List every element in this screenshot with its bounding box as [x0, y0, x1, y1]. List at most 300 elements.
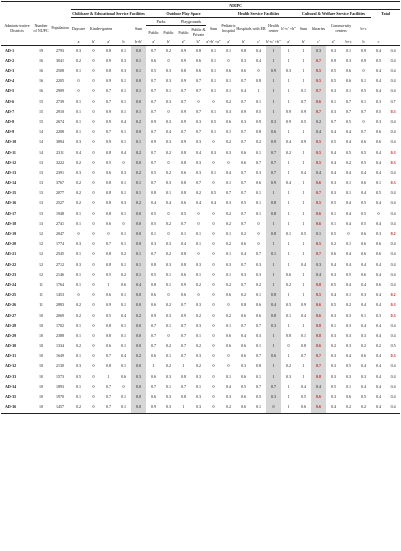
value-cell: 0.1 — [76, 118, 81, 124]
value-cell: 0.1 — [121, 363, 126, 369]
district-cell: AD-1 — [5, 47, 15, 53]
value-cell: 0.6 — [241, 159, 246, 165]
value-cell: 0.2 — [221, 403, 236, 414]
population-cell: 1573 — [56, 373, 64, 379]
value-cell: 0.7 — [361, 129, 366, 135]
district-cell: AD-2 — [5, 57, 15, 63]
value-cell: 1 — [302, 47, 305, 53]
col-hospitals-er: Hospitals with ER — [236, 25, 266, 31]
value-cell: 0.4 — [390, 241, 396, 247]
value-cell: 0.7 — [241, 169, 246, 175]
value-cell: 0.1 — [76, 332, 81, 338]
value-cell: 0.7 — [241, 78, 246, 84]
value-cell: 0.4 — [301, 261, 306, 267]
value-cell: 0.1 — [121, 231, 126, 237]
letter-cell: b" — [196, 39, 201, 44]
nupc-cell: 15 — [39, 118, 43, 124]
value-cell: 0.6 — [266, 352, 281, 362]
value-cell: 0.0 — [131, 403, 146, 414]
value-cell: 1 — [287, 210, 290, 216]
value-cell: 0.3 — [131, 372, 146, 382]
population-cell: 2712 — [56, 261, 64, 267]
value-cell: 0.2 — [76, 302, 81, 308]
value-cell: 0 — [122, 383, 125, 389]
value-cell: 0.4 — [390, 57, 396, 63]
value-cell: 0.7 — [151, 332, 156, 338]
value-cell: 1 — [302, 220, 305, 226]
value-cell: 0.8 — [196, 47, 201, 53]
value-cell: 0.8 — [181, 394, 186, 400]
group-outdoor: Outdoor Play Space — [146, 10, 221, 18]
value-cell: 0 — [92, 169, 95, 175]
population-cell: 2909 — [56, 88, 64, 94]
value-cell: 0.2 — [76, 180, 81, 186]
value-cell: 0 — [92, 47, 95, 53]
population-cell: 1453 — [56, 292, 64, 298]
value-cell: 0.3 — [266, 321, 281, 331]
value-cell: 1 — [302, 149, 305, 155]
value-cell: 0.6 — [151, 57, 156, 63]
nupc-cell: 12 — [39, 271, 43, 277]
value-cell: 0 — [92, 281, 95, 287]
value-cell: 0.8 — [106, 190, 111, 196]
value-cell: 0.4 — [121, 118, 126, 124]
value-cell: 0.1 — [251, 403, 266, 414]
value-cell: 0.4 — [301, 169, 306, 175]
value-cell: 0.4 — [196, 149, 201, 155]
value-cell: 0.9 — [256, 118, 261, 124]
value-cell: 0.8 — [311, 321, 326, 331]
population-cell: 1457 — [49, 403, 71, 414]
table-row — [1, 270, 400, 280]
value-cell: 0.4 — [390, 88, 396, 94]
value-cell: 0.9 — [181, 78, 186, 84]
value-cell: 0.1 — [131, 66, 146, 76]
value-cell: 0.7 — [151, 159, 156, 165]
value-cell: 0.5 — [361, 220, 366, 226]
value-cell: 0.7 — [181, 88, 186, 94]
value-cell: 0.4 — [390, 220, 396, 226]
value-cell: 0.2 — [361, 343, 366, 349]
value-cell: 0.6 — [266, 128, 281, 138]
value-cell: 0.7 — [311, 189, 326, 199]
district-cell: AD-5 — [5, 88, 15, 94]
col-nupc: Number of NUPC — [33, 22, 49, 33]
value-cell: 0.4 — [361, 261, 366, 267]
letter-cell: c' — [257, 39, 260, 44]
value-cell: 0.6 — [241, 353, 246, 359]
value-cell: 0.2 — [76, 312, 81, 318]
value-cell: 1 — [302, 78, 305, 84]
value-cell: 0.5 — [151, 169, 156, 175]
value-cell: 0.3 — [331, 271, 336, 277]
col-sum-b: Sum — [209, 25, 218, 31]
value-cell: 0 — [257, 68, 260, 74]
value-cell: 0.3 — [266, 117, 281, 127]
district-cell: AD-7 — [5, 108, 15, 114]
value-cell: 0.6 — [241, 68, 246, 74]
value-cell: 0.0 — [131, 97, 146, 107]
value-cell: 0.9 — [361, 47, 366, 53]
value-cell: 0.0 — [131, 46, 146, 57]
value-cell: 0.7 — [256, 353, 261, 359]
value-cell: 0 — [167, 332, 170, 338]
population-cell: 2741 — [56, 220, 64, 226]
value-cell: 0.9 — [286, 118, 291, 124]
value-cell: 0 — [212, 394, 215, 400]
letter-row — [1, 38, 400, 46]
value-cell: 0.4 — [311, 382, 326, 392]
table-body — [1, 46, 400, 414]
value-cell: 0.2 — [76, 159, 81, 165]
value-cell: 0.4 — [331, 129, 336, 135]
value-cell: 0 — [92, 118, 95, 124]
value-cell: 0.5 — [311, 199, 326, 209]
value-cell: 0.2 — [226, 210, 231, 216]
value-cell: 0.4 — [286, 180, 291, 186]
value-cell: 0.4 — [331, 292, 336, 298]
value-cell: 0.3 — [331, 108, 336, 114]
value-cell: 0.3 — [241, 271, 246, 277]
value-cell: 0.1 — [211, 108, 216, 114]
value-cell: 0.7 — [181, 343, 186, 349]
value-cell: 0.7 — [181, 98, 186, 104]
value-cell: 0.1 — [226, 271, 231, 277]
value-cell: 0.1 — [226, 78, 231, 84]
value-cell: 0.9 — [146, 403, 161, 414]
population-cell: 2311 — [56, 149, 64, 155]
district-cell: AD-6 — [5, 98, 15, 104]
value-cell: 0.1 — [286, 312, 291, 318]
value-cell: 0 — [362, 118, 365, 124]
nupc-cell: 12 — [39, 231, 43, 237]
value-cell: 0.3 — [331, 332, 336, 338]
district-cell: AD-28 — [5, 322, 17, 328]
value-cell: 1 — [287, 292, 290, 298]
value-cell: 0 — [92, 261, 95, 267]
district-cell: AD-29 — [5, 332, 17, 338]
value-cell: 0.1 — [166, 88, 171, 94]
value-cell: 0.6 — [361, 271, 366, 277]
value-cell: 0.3 — [196, 373, 201, 379]
value-cell: 1 — [287, 169, 290, 175]
value-cell: 0.5 — [286, 302, 291, 308]
table-row — [1, 148, 400, 158]
value-cell: 0.8 — [151, 261, 156, 267]
value-cell: 1 — [266, 280, 281, 290]
nupc-cell: 10 — [39, 312, 43, 318]
value-cell: 1 — [302, 159, 305, 165]
value-cell: 0.1 — [331, 322, 336, 328]
nupc-cell: 13 — [39, 180, 43, 186]
value-cell: 0.1 — [131, 260, 146, 270]
col-district: Adminis-trative Districts — [4, 22, 30, 33]
value-cell: 0 — [197, 251, 200, 257]
value-cell: 0.3 — [331, 394, 336, 400]
value-cell: 0 — [92, 231, 95, 237]
col-public-b: Public — [163, 29, 174, 35]
value-cell: 0.6 — [121, 373, 126, 379]
value-cell: 1 — [302, 180, 305, 186]
value-cell: 1 — [266, 56, 281, 66]
value-cell: 0.5 — [311, 158, 326, 168]
value-cell: 1 — [302, 363, 305, 369]
value-cell: 1 — [266, 362, 281, 372]
value-cell: 0.9 — [106, 78, 111, 84]
value-cell: 0.4 — [390, 261, 396, 267]
value-cell: 0.3 — [266, 392, 281, 402]
value-cell: 0.1 — [121, 98, 126, 104]
value-cell: 0.7 — [266, 158, 281, 168]
value-cell: 0.8 — [181, 180, 186, 186]
value-cell: 0.4 — [376, 261, 381, 267]
value-cell: 0.7 — [241, 129, 246, 135]
value-cell: 0.2 — [196, 281, 201, 287]
value-cell: 0.1 — [131, 87, 146, 97]
value-cell: 0.7 — [181, 353, 186, 359]
value-cell: 0.1 — [131, 56, 146, 66]
value-cell: 0.4 — [311, 270, 326, 280]
value-cell: 0 — [92, 353, 95, 359]
value-cell: 0.1 — [346, 292, 351, 298]
nupc-cell: 14 — [39, 129, 43, 135]
value-cell: 1 — [287, 200, 290, 206]
value-cell: 0.5 — [151, 68, 156, 74]
value-cell: 0 — [167, 210, 170, 216]
value-cell: 0 — [197, 210, 200, 216]
value-cell: 0.9 — [106, 108, 111, 114]
value-cell: 0.1 — [131, 107, 146, 117]
value-cell: 0 — [197, 98, 200, 104]
value-cell: 0.6 — [196, 57, 201, 63]
value-cell: 1 — [266, 372, 281, 382]
value-cell: 0.1 — [211, 68, 216, 74]
value-cell: 0.2 — [390, 231, 396, 237]
value-cell: 0.7 — [241, 190, 246, 196]
value-cell: 0.3 — [331, 373, 336, 379]
value-cell: 0.6 — [151, 394, 156, 400]
value-cell: 1 — [287, 57, 290, 63]
value-cell: 0.3 — [76, 169, 81, 175]
value-cell: 0.5 — [361, 210, 366, 216]
value-cell: 0.3 — [166, 373, 171, 379]
value-cell: 0.1 — [121, 332, 126, 338]
value-cell: 0.6 — [361, 353, 366, 359]
value-cell: 0.4 — [151, 200, 156, 206]
letter-cell: a — [77, 39, 80, 44]
value-cell: 0.4 — [390, 373, 396, 379]
value-cell: 0.3 — [241, 57, 246, 63]
col-playgrounds: Playgrounds — [176, 18, 206, 26]
value-cell: 0 — [77, 292, 80, 298]
value-cell: 0.8 — [106, 363, 111, 369]
value-cell: 0.7 — [346, 108, 351, 114]
district-cell: AD-13 — [5, 169, 17, 175]
value-cell: 0.2 — [286, 281, 291, 287]
value-cell: 1 — [302, 210, 305, 216]
value-cell: 0.9 — [151, 312, 156, 318]
value-cell: 1 — [302, 271, 305, 277]
value-cell: 0.6 — [361, 180, 366, 186]
value-cell: 0.3 — [196, 261, 201, 267]
district-cell: AD-32 — [5, 363, 17, 369]
value-cell: 1 — [266, 87, 281, 97]
value-cell: 0.4 — [371, 403, 386, 414]
value-cell: 0.3 — [76, 363, 81, 369]
value-cell: 0.3 — [196, 353, 201, 359]
value-cell: 0.3 — [346, 312, 351, 318]
value-cell: 0.7 — [241, 261, 246, 267]
value-cell: 0.2 — [226, 139, 231, 145]
value-cell: 0 — [212, 159, 215, 165]
value-cell: 0.1 — [196, 271, 201, 277]
value-cell: 0.3 — [346, 57, 351, 63]
value-cell: 1 — [266, 189, 281, 199]
value-cell: 0 — [212, 220, 215, 226]
value-cell: 0 — [167, 57, 170, 63]
value-cell: 0 — [206, 403, 221, 414]
value-cell: 0.1 — [121, 129, 126, 135]
value-cell: 0.1 — [196, 332, 201, 338]
value-cell: 0 — [107, 231, 110, 237]
value-cell: 0.7 — [256, 322, 261, 328]
value-cell: 0 — [212, 251, 215, 257]
value-cell: 0.9 — [301, 302, 306, 308]
value-cell: 0.9 — [181, 57, 186, 63]
value-cell: 0.3 — [361, 373, 366, 379]
value-cell: 0.6 — [361, 251, 366, 257]
value-cell: 0.5 — [376, 108, 381, 114]
table-row — [1, 168, 400, 178]
value-cell: 0.3 — [166, 139, 171, 145]
letter-cell: b — [122, 39, 125, 44]
district-cell: AD-9 — [5, 129, 15, 135]
value-cell: 0.6 — [106, 292, 111, 298]
value-cell: 0.2 — [256, 281, 261, 287]
value-cell: 0.4 — [390, 322, 396, 328]
value-cell: 0 — [92, 180, 95, 186]
nupc-cell: 19 — [39, 47, 43, 53]
nupc-cell: 16 — [39, 78, 43, 84]
population-cell: 3894 — [56, 139, 64, 145]
col-sum-c: b+c — [360, 25, 367, 31]
value-cell: 0.4 — [166, 200, 171, 206]
value-cell: 0.2 — [166, 220, 171, 226]
value-cell: 0.6 — [226, 343, 231, 349]
value-cell: 0.7 — [151, 343, 156, 349]
value-cell: 0.9 — [241, 108, 246, 114]
population-cell: 2130 — [56, 363, 64, 369]
value-cell: 0.7 — [346, 98, 351, 104]
value-cell: 0.4 — [346, 139, 351, 145]
col-community: Commu-nity centers — [330, 23, 352, 33]
value-cell: 0 — [122, 159, 125, 165]
value-cell: 0.1 — [76, 68, 81, 74]
value-cell: 0.3 — [166, 78, 171, 84]
value-cell: 0.1 — [346, 180, 351, 186]
value-cell: 0.6 — [311, 392, 326, 402]
value-cell: 0.4 — [376, 169, 381, 175]
value-cell: 0.5 — [331, 139, 336, 145]
value-cell: 0 — [212, 322, 215, 328]
value-cell: 1 — [266, 331, 281, 341]
value-cell: 0.2 — [346, 302, 351, 308]
value-cell: 0.7 — [196, 180, 201, 186]
value-cell: 0.3 — [331, 353, 336, 359]
value-cell: 0.4 — [376, 68, 381, 74]
value-cell: 0.6 — [296, 403, 311, 414]
value-cell: 0.8 — [286, 332, 291, 338]
value-cell: 0.1 — [346, 88, 351, 94]
letter-cell: b — [362, 39, 365, 44]
value-cell: 0.6 — [311, 209, 326, 219]
value-cell: 0 — [92, 394, 95, 400]
value-cell: 0.1 — [196, 383, 201, 389]
value-cell: 0 — [77, 78, 80, 84]
value-cell: 0.4 — [361, 190, 366, 196]
value-cell: 0.4 — [376, 88, 381, 94]
value-cell: 0 — [167, 292, 170, 298]
value-cell: 0.8 — [106, 332, 111, 338]
population-cell: 1893 — [56, 383, 64, 389]
value-cell: 0.1 — [76, 281, 81, 287]
value-cell: 0.5 — [151, 271, 156, 277]
value-cell: 1 — [182, 363, 185, 369]
value-cell: 0.4 — [376, 383, 381, 389]
value-cell: 0.1 — [121, 343, 126, 349]
value-cell: 0.3 — [376, 98, 381, 104]
value-cell: 0.4 — [361, 363, 366, 369]
value-cell: 0.1 — [121, 190, 126, 196]
value-cell: 0.3 — [376, 312, 381, 318]
value-cell: 0.1 — [361, 312, 366, 318]
value-cell: 0.7 — [266, 148, 281, 158]
value-cell: 0.4 — [386, 403, 400, 414]
value-cell: 0.7 — [311, 250, 326, 260]
value-cell: 0.8 — [241, 47, 246, 53]
value-cell: 0.2 — [356, 403, 371, 414]
population-cell: 1948 — [56, 210, 64, 216]
value-cell: 0.5 — [361, 88, 366, 94]
value-cell: 0.9 — [106, 118, 111, 124]
value-cell: 0.4 — [196, 200, 201, 206]
nupc-cell: 13 — [39, 190, 43, 196]
value-cell: 0.2 — [311, 117, 326, 127]
value-cell: 1 — [281, 403, 296, 414]
table-row — [1, 301, 400, 311]
value-cell: 0.4 — [390, 271, 396, 277]
value-cell: 0.3 — [226, 394, 231, 400]
value-cell: 0 — [266, 403, 281, 414]
value-cell: 0.1 — [166, 281, 171, 287]
value-cell: 0.8 — [301, 343, 306, 349]
value-cell: 0.3 — [390, 353, 396, 359]
value-cell: 0.6 — [376, 281, 381, 287]
district-cell: AD-21 — [5, 251, 17, 257]
value-cell: 1 — [287, 322, 290, 328]
value-cell: 0 — [257, 220, 260, 226]
table-row — [1, 209, 400, 219]
value-cell: 0 — [92, 332, 95, 338]
value-cell: 0.5 — [311, 240, 326, 250]
value-cell: 0 — [212, 180, 215, 186]
value-cell: 0.6 — [346, 68, 351, 74]
value-cell: 0 — [212, 363, 215, 369]
value-cell: 0.1 — [131, 138, 146, 148]
value-cell: 0.1 — [121, 241, 126, 247]
table-row — [1, 97, 400, 107]
value-cell: 1 — [266, 107, 281, 117]
